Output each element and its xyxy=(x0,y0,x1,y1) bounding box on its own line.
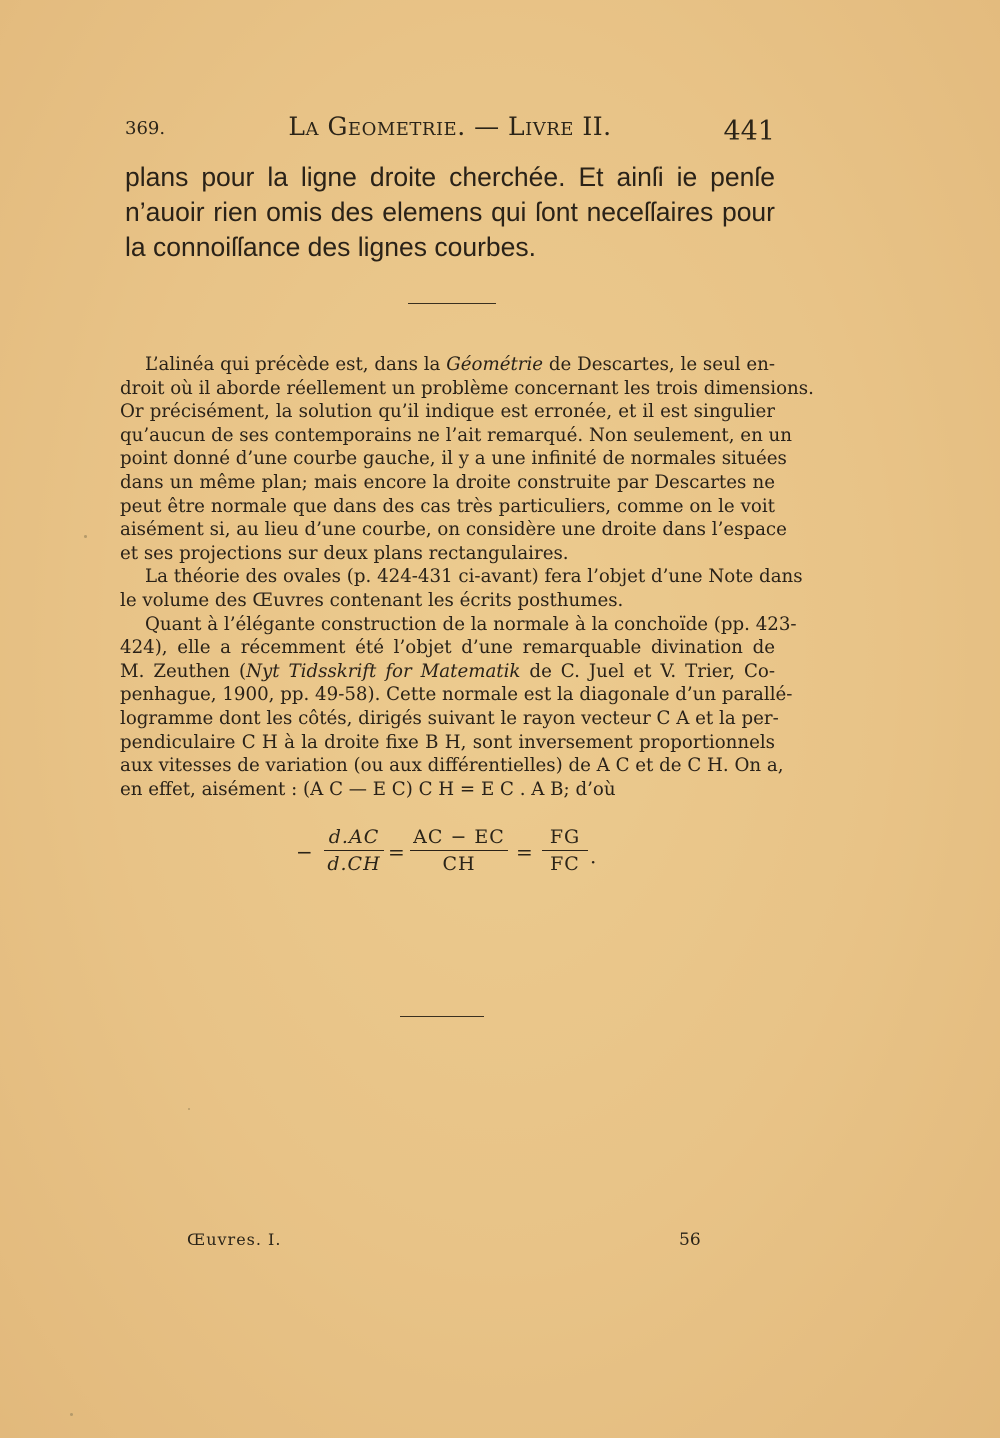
note-line: logramme dont les côtés, dirigés suivant le rayon vecteur C A et la per- xyxy=(120,707,779,729)
running-title: La Geometrie. — Livre II. xyxy=(288,112,612,141)
fraction-denominator: CH xyxy=(442,853,476,875)
note-line xyxy=(120,353,775,377)
fraction-derivatives xyxy=(324,826,384,875)
original-text-line: la connoiſſance des lignes courbes. xyxy=(125,232,537,262)
fraction-fg-fc xyxy=(542,826,588,875)
note-line: point donné d’une courbe gauche, il y a une infinité de normales situées xyxy=(120,448,787,470)
note-text: L’alinéa qui précède est, dans la xyxy=(145,354,447,375)
section-divider xyxy=(408,303,496,304)
fraction-denominator: d.CH xyxy=(327,853,381,875)
note-text: de Descartes, le seul en- xyxy=(543,354,775,375)
note-line: qu’aucun de ses contemporains ne l’ait remarqué. Non seulement, en un xyxy=(120,424,792,446)
formula-equals: = xyxy=(516,840,533,864)
fraction-denominator: FC xyxy=(550,853,580,875)
note-paragraph-2 xyxy=(120,565,803,612)
note-line: aux vitesses de variation (ou aux différentielles) de A C et de C H. On a, xyxy=(120,755,784,777)
signature-mark: Œuvres. I. xyxy=(187,1230,282,1249)
journal-title-italic: Nyt Tidsskrift for Matematik xyxy=(246,660,521,682)
paper-speck xyxy=(70,1413,73,1416)
note-text: de C. Juel et V. Trier, Co- xyxy=(520,660,775,682)
paper-speck xyxy=(84,535,87,538)
note-line: droit où il aborde réellement un problème concernant les trois dimensions. xyxy=(120,377,814,399)
note-line: et ses projections sur deux plans rectangulaires. xyxy=(120,542,569,564)
note-line: penhague, 1900, pp. 49-58). Cette normale est la diagonale d’un parallé- xyxy=(120,684,793,706)
page-number: 441 xyxy=(723,116,775,147)
fraction-segments xyxy=(410,826,508,875)
fraction-numerator: AC − EC xyxy=(410,826,508,851)
note-line: Quant à l’élégante construction de la normale à la conchoïde (pp. 423- xyxy=(145,613,797,635)
original-text-line: plans pour la ligne droite cherchée. Et ainſi ie penſe xyxy=(125,162,775,192)
note-line: dans un même plan; mais encore la droite construite par Descartes ne xyxy=(120,471,775,493)
fraction-numerator: d.AC xyxy=(324,826,384,851)
original-page-reference: 369. xyxy=(125,118,166,139)
running-head xyxy=(125,112,775,152)
editor-note xyxy=(120,353,814,801)
formula xyxy=(290,826,610,886)
note-line: en effet, aisément : (A C — E C) C H = E C . A B; d’où xyxy=(120,778,616,800)
note-paragraph-3 xyxy=(120,613,797,802)
note-line: La théorie des ovales (p. 424-431 ci-avant) fera l’objet d’une Note dans xyxy=(145,566,803,588)
note-line: le volume des Œuvres contenant les écrits posthumes. xyxy=(120,589,624,611)
note-line xyxy=(120,660,775,684)
note-line: 424), elle a récemment été l’objet d’une remarquable divination de xyxy=(120,637,775,659)
formula-minus: − xyxy=(296,840,313,864)
formula-equals: = xyxy=(388,840,405,864)
note-line: pendiculaire C H à la droite fixe B H, sont inversement proportionnels xyxy=(120,731,775,753)
note-line: peut être normale que dans des cas très particuliers, comme on le voit xyxy=(120,495,775,517)
note-line: aisément si, au lieu d’une courbe, on considère une droite dans l’espace xyxy=(120,519,787,541)
book-title-italic: Géométrie xyxy=(446,354,544,375)
note-line: Or précisément, la solution qu’il indique est erronée, et il est singulier xyxy=(120,401,775,423)
section-divider xyxy=(400,1016,484,1017)
fraction-numerator: FG xyxy=(542,826,588,851)
formula-end-mark: · xyxy=(590,850,597,874)
note-paragraph-1 xyxy=(120,353,814,565)
note-text: M. Zeuthen ( xyxy=(120,660,247,682)
original-text-line: n’auoir rien omis des elemens qui ſont neceſſaires pour xyxy=(125,197,775,227)
paper-speck xyxy=(188,1108,190,1110)
original-text-block xyxy=(125,160,775,265)
sheet-number: 56 xyxy=(679,1230,701,1250)
